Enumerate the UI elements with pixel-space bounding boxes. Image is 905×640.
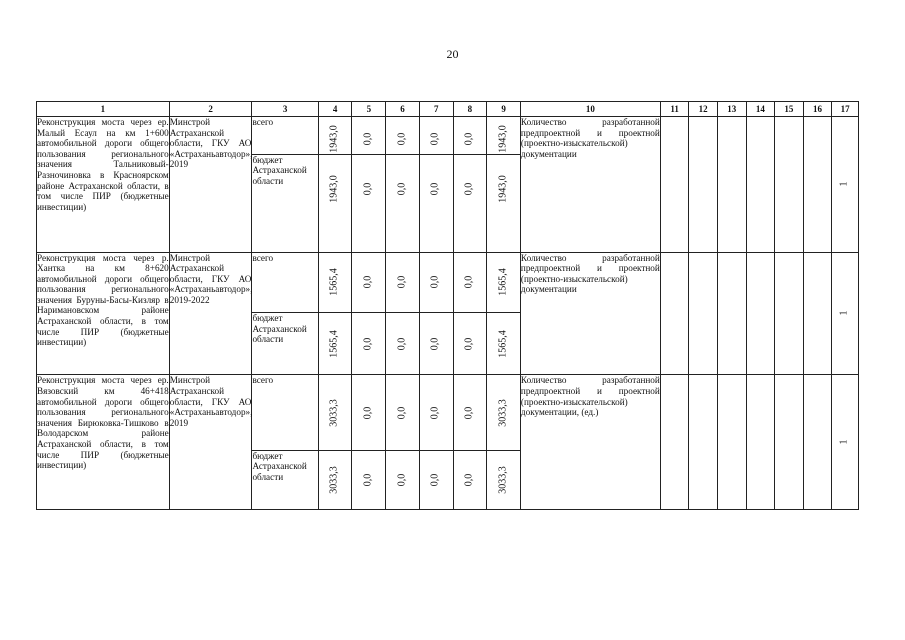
value: 3033,3: [328, 398, 340, 427]
c17-value: 1: [838, 181, 850, 187]
c17-value: 1: [838, 310, 850, 316]
col-header: 13: [717, 102, 746, 117]
empty-cell: [775, 375, 804, 510]
indicator: Количество разработанной предпроектной и проектной (проектно-изыскательской) документации: [520, 252, 660, 375]
value-cell: [352, 154, 386, 252]
table-row: [37, 375, 859, 450]
value-cell: [352, 450, 386, 509]
value-cell: [352, 117, 386, 155]
value-cell: [386, 252, 420, 312]
value: 3033,3: [328, 466, 340, 494]
empty-cell: [775, 252, 804, 375]
value: 3033,3: [497, 466, 509, 494]
empty-cell: [660, 252, 689, 375]
source-budget: бюджет Астраханской области: [252, 154, 318, 252]
col-header: 5: [352, 102, 386, 117]
executor: Минстрой Астраханской области, ГКУ АО «Астраханьавтодор», 2019: [169, 375, 252, 510]
col-header: 4: [318, 102, 352, 117]
source-total: всего: [252, 375, 318, 450]
value: 1565,4: [328, 329, 340, 358]
value: 1943,0: [497, 174, 509, 203]
indicator: Количество разработанной предпроектной и проектной (проектно-изыскательской) документации, (ед.): [520, 375, 660, 510]
value-cell: [419, 117, 453, 155]
value: 1943,0: [497, 125, 509, 153]
empty-cell: [660, 117, 689, 253]
col-header: 10: [520, 102, 660, 117]
value: 1943,0: [328, 174, 340, 203]
measure-name: Реконструкция моста через ер. Малый Есаул на км 1+600 автомобильной дороги общего пользования регионального значения Тальниковый-Разночиновка в Красноярском районе Астраханской области, в том числе ПИР (бюджетные инвестиции): [37, 117, 170, 253]
value-cell: [318, 252, 352, 312]
value-cell: [386, 375, 420, 450]
measure-name: Реконструкция моста через ер. Вязовский км 46+418 автомобильной дороги общего пользования регионального значения Бирюковка-Тишково в Володарском районе Астраханской области, в том числе ПИР (бюджетные инвестиции): [37, 375, 170, 510]
empty-cell: [717, 252, 746, 375]
value: 0,0: [463, 406, 475, 419]
value-cell: [386, 312, 420, 375]
empty-cell: [746, 375, 775, 510]
value: 0,0: [396, 406, 408, 419]
value-cell: [487, 375, 521, 450]
value: 0,0: [362, 337, 374, 350]
col-header: 17: [832, 102, 859, 117]
value: 1943,0: [328, 125, 340, 153]
page-number: 20: [446, 47, 459, 61]
empty-cell: [803, 252, 832, 375]
value-cell: [487, 252, 521, 312]
value: 1565,4: [328, 268, 340, 296]
empty-cell: [717, 375, 746, 510]
empty-cell: [660, 375, 689, 510]
value: 0,0: [463, 182, 475, 195]
value-cell: [318, 312, 352, 375]
value-cell: [453, 252, 487, 312]
value: 0,0: [429, 406, 441, 419]
value-cell: [352, 375, 386, 450]
value-cell: [453, 117, 487, 155]
empty-cell: [746, 117, 775, 253]
empty-cell: [803, 117, 832, 253]
value: 0,0: [396, 182, 408, 195]
value: 0,0: [396, 275, 408, 289]
value-cell: [453, 375, 487, 450]
col-header: 15: [775, 102, 804, 117]
col-header: 16: [803, 102, 832, 117]
value: 0,0: [429, 182, 441, 195]
value-cell: [352, 252, 386, 312]
value-cell: [487, 117, 521, 155]
col-header: 2: [169, 102, 252, 117]
col-header: 11: [660, 102, 689, 117]
value-cell: [453, 154, 487, 252]
col-header: 12: [689, 102, 718, 117]
value: 1565,4: [497, 329, 509, 358]
value-cell: [419, 450, 453, 509]
value-cell: [487, 450, 521, 509]
value-cell: [487, 154, 521, 252]
col-header: 6: [386, 102, 420, 117]
empty-cell: [746, 252, 775, 375]
value: 0,0: [362, 182, 374, 195]
value-cell: [453, 450, 487, 509]
executor: Минстрой Астраханской области, ГКУ АО «Астраханьавтодор», 2019-2022: [169, 252, 252, 375]
source-total: всего: [252, 252, 318, 312]
value-cell: [419, 154, 453, 252]
value: 0,0: [362, 132, 374, 146]
value: 0,0: [429, 132, 441, 146]
col-header: 1: [37, 102, 170, 117]
value: 0,0: [429, 337, 441, 350]
col-header: 3: [252, 102, 318, 117]
empty-cell: [775, 117, 804, 253]
c17-cell: [832, 375, 859, 510]
c17-cell: [832, 252, 859, 375]
value-cell: [352, 312, 386, 375]
value-cell: [453, 312, 487, 375]
program-table: [36, 101, 859, 510]
value: 0,0: [429, 473, 441, 487]
value-cell: [386, 450, 420, 509]
empty-cell: [689, 252, 718, 375]
col-header: 14: [746, 102, 775, 117]
value: 3033,3: [497, 398, 509, 427]
source-total: всего: [252, 117, 318, 155]
value: 0,0: [396, 337, 408, 350]
col-header: 8: [453, 102, 487, 117]
c17-value: 1: [838, 439, 850, 445]
value: 0,0: [396, 132, 408, 146]
source-budget: бюджет Астраханской области: [252, 312, 318, 375]
value: 0,0: [463, 473, 475, 487]
executor: Минстрой Астраханской области, ГКУ АО «Астраханьавтодор», 2019: [169, 117, 252, 253]
value-cell: [386, 154, 420, 252]
indicator: Количество разработанной предпроектной и проектной (проектно-изыскательской) документации: [520, 117, 660, 253]
source-budget: бюджет Астраханской области: [252, 450, 318, 509]
value: 0,0: [463, 337, 475, 350]
value: 0,0: [362, 406, 374, 419]
value-cell: [318, 450, 352, 509]
col-header: 9: [487, 102, 521, 117]
empty-cell: [689, 375, 718, 510]
value-cell: [386, 117, 420, 155]
measure-name: Реконструкция моста через р. Хантка на км 8+620 автомобильной дороги общего пользования регионального значения Буруны-Басы-Кизляр в Наримановском районе Астраханской области, в том числе ПИР (бюджетные инвестиции): [37, 252, 170, 375]
c17-cell: [832, 117, 859, 253]
value-cell: [487, 312, 521, 375]
header-row: [37, 102, 859, 117]
value-cell: [318, 117, 352, 155]
value-cell: [419, 312, 453, 375]
empty-cell: [803, 375, 832, 510]
value: 0,0: [463, 275, 475, 289]
table-row: [37, 117, 859, 155]
empty-cell: [689, 117, 718, 253]
value: 0,0: [396, 473, 408, 487]
value: 1565,4: [497, 268, 509, 296]
value: 0,0: [362, 473, 374, 487]
value: 0,0: [362, 275, 374, 289]
value: 0,0: [463, 132, 475, 146]
value-cell: [419, 375, 453, 450]
col-header: 7: [419, 102, 453, 117]
value-cell: [318, 375, 352, 450]
value-cell: [419, 252, 453, 312]
value-cell: [318, 154, 352, 252]
table-row: [37, 252, 859, 312]
empty-cell: [717, 117, 746, 253]
value: 0,0: [429, 275, 441, 289]
